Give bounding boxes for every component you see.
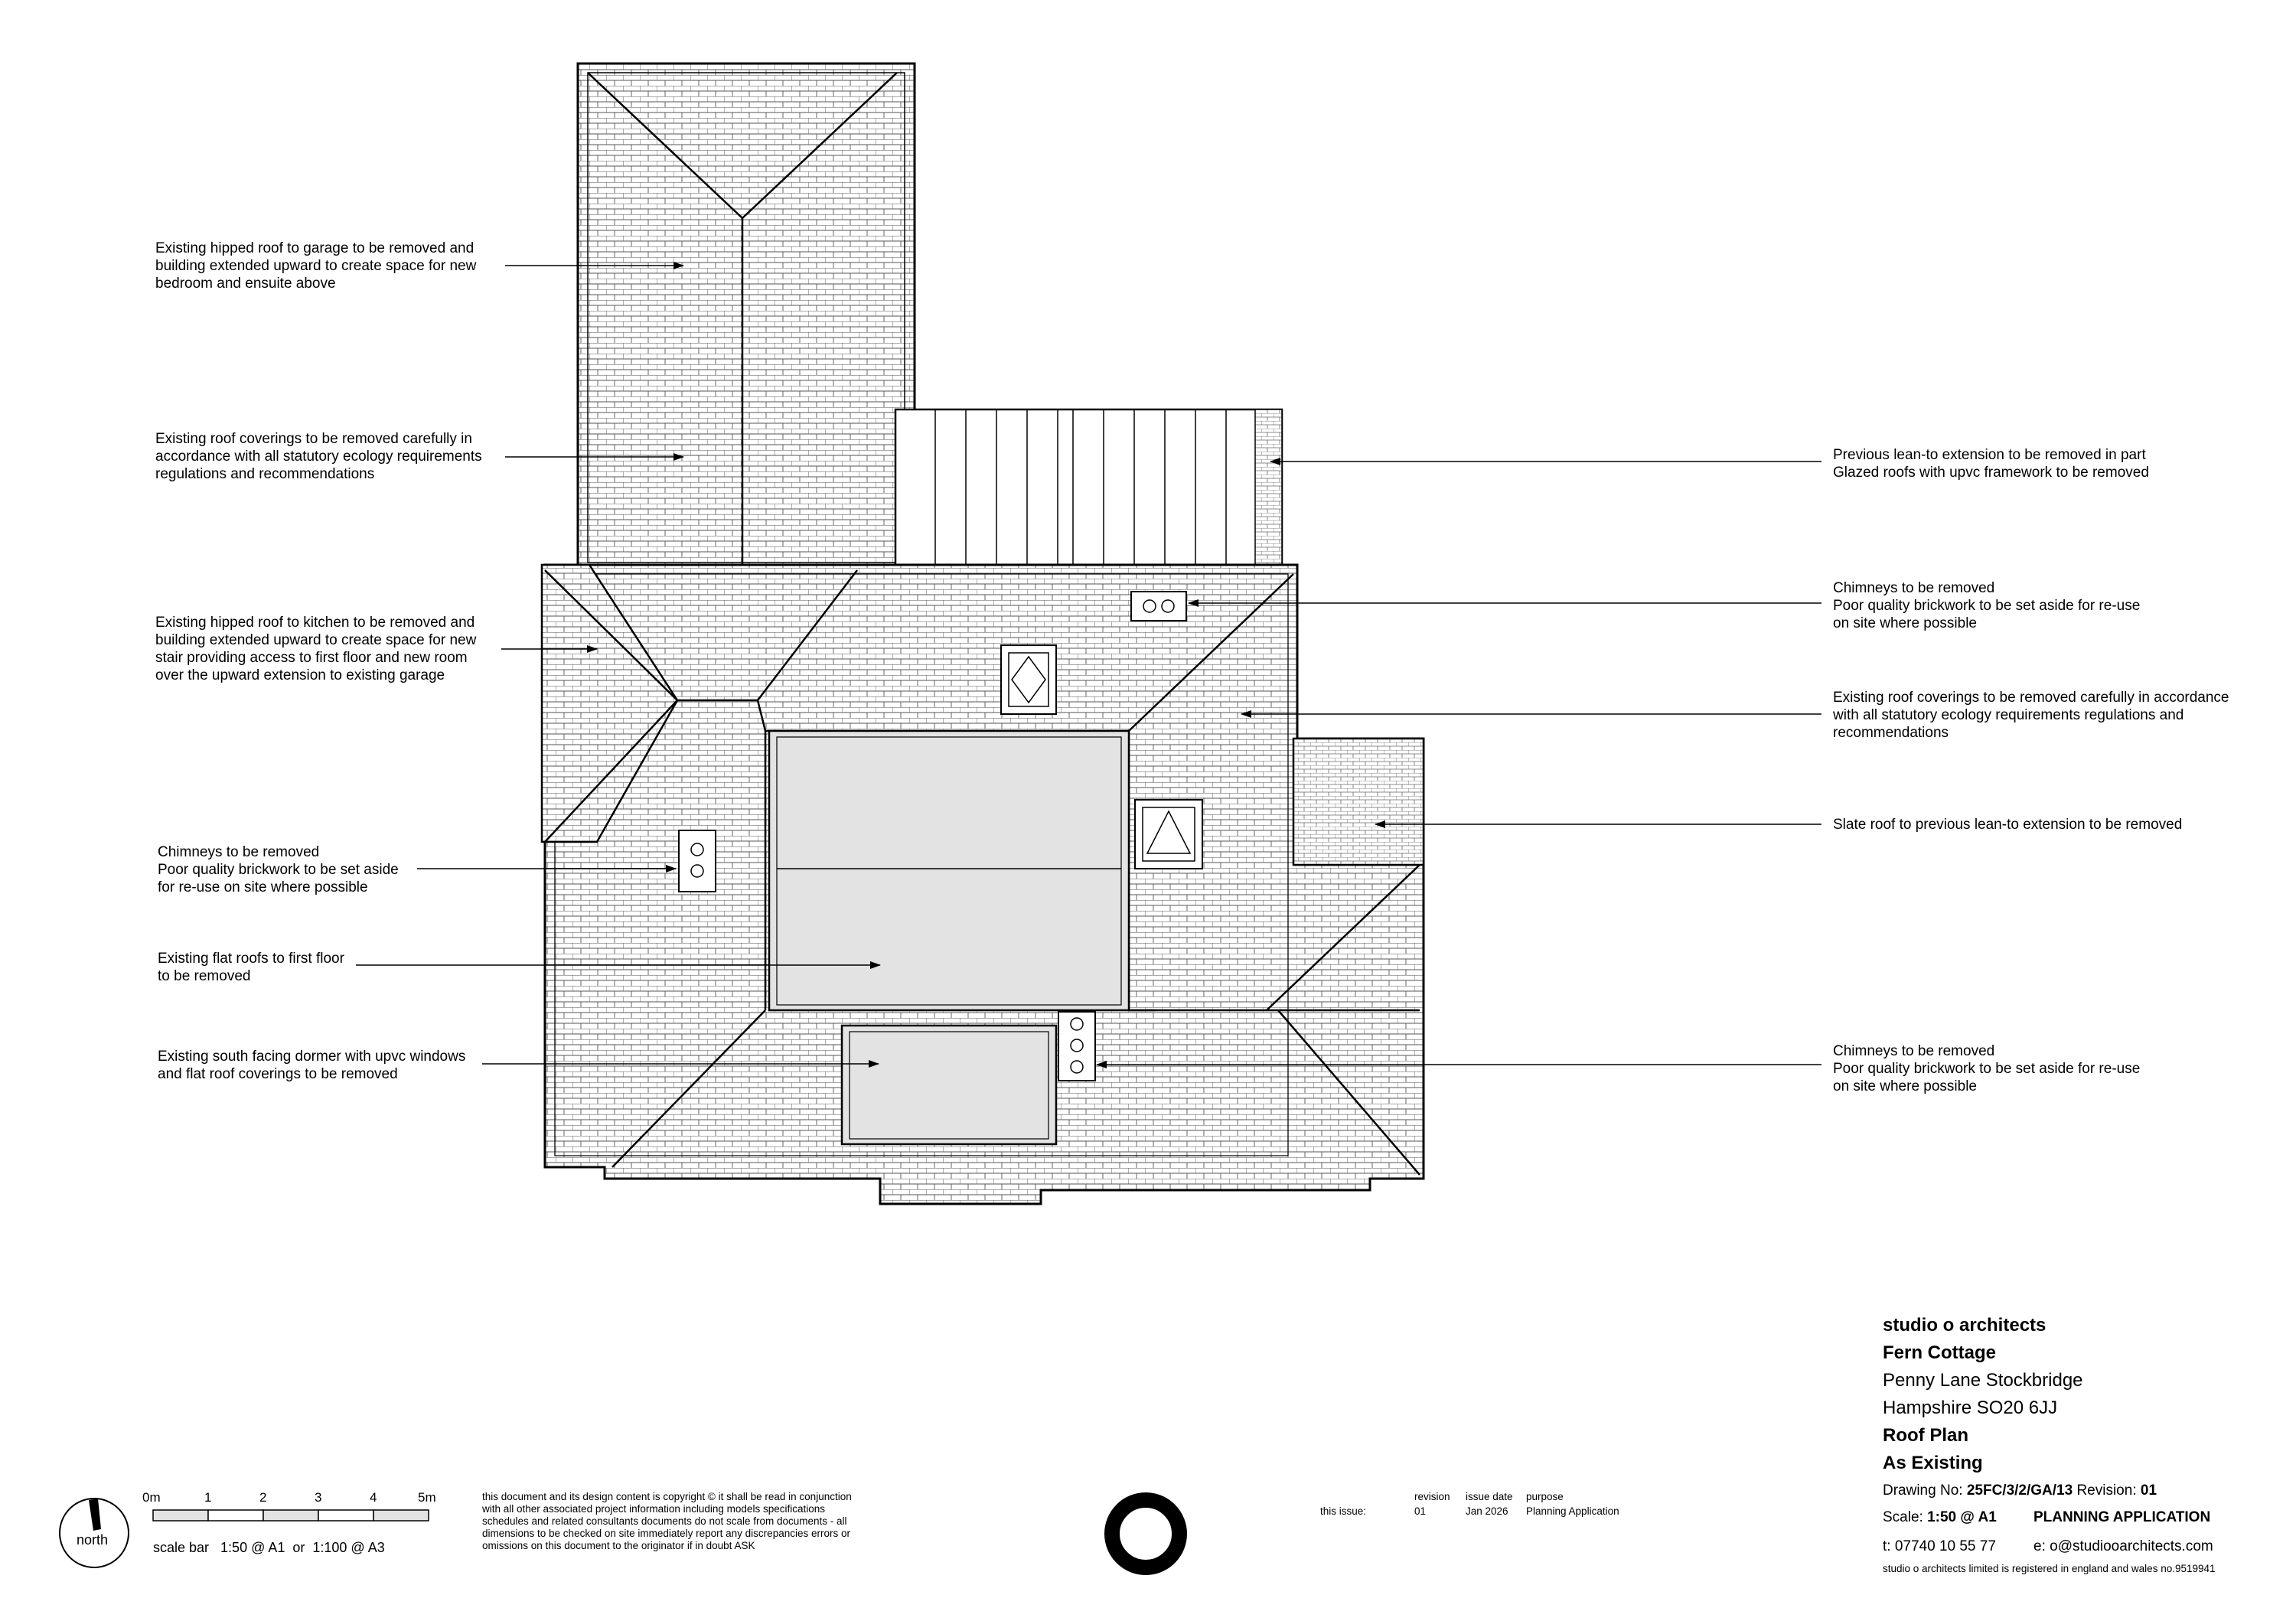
email: e: o@studiooarchitects.com bbox=[2033, 1538, 2213, 1554]
drawing-no-label: Drawing No: bbox=[1883, 1482, 1963, 1499]
studio-o-logo bbox=[1112, 1500, 1179, 1567]
copyright-notice: this document and its design content is copyright © it shall be read in conjunction with all other associated project information including models specifications schedules and related consultants documents do not scale from documents - all dimensions to be checked on site immediately report any discrepancies errors or omissions on this document to the originator if in doubt ASK bbox=[482, 1491, 852, 1551]
registration-text: studio o architects limited is registered in england and wales no.9519941 bbox=[1883, 1563, 2216, 1574]
scale-bar-label: scale bar 1:50 @ A1 or 1:100 @ A3 bbox=[153, 1540, 385, 1555]
header-revision: revision bbox=[1414, 1491, 1450, 1502]
note-chimney-south: Chimneys to be removed Poor quality brickwork to be set aside for re-use on site where possible bbox=[1833, 1043, 2141, 1094]
scale-tick: 0m bbox=[142, 1490, 161, 1505]
roof-window-north bbox=[1001, 645, 1056, 714]
header-purpose: purpose bbox=[1526, 1491, 1564, 1502]
chimney-west bbox=[679, 830, 716, 892]
note-glazed-lean-to: Previous lean-to extension to be removed in part Glazed roofs with upvc framework to be removed bbox=[1833, 447, 2149, 481]
scale-tick: 4 bbox=[370, 1490, 377, 1505]
row-purpose: Planning Application bbox=[1526, 1505, 1619, 1517]
glazed-lean-to-roof bbox=[895, 409, 1282, 572]
address-line-1: Penny Lane Stockbridge bbox=[1883, 1370, 2083, 1391]
note-chimney-west: Chimneys to be removed Poor quality brickwork to be set aside for re-use on site where possible bbox=[158, 844, 399, 895]
address-line-2: Hampshire SO20 6JJ bbox=[1883, 1398, 2058, 1418]
scale-tick: 1 bbox=[204, 1490, 212, 1505]
scale-tick: 3 bbox=[315, 1490, 322, 1505]
phone: t: 07740 10 55 77 bbox=[1883, 1538, 1996, 1554]
scale-bar bbox=[153, 1510, 429, 1521]
roof-window-east bbox=[1135, 800, 1202, 869]
north-label: north bbox=[77, 1532, 109, 1548]
status: PLANNING APPLICATION bbox=[2033, 1509, 2211, 1525]
note-kitchen-roof: Existing hipped roof to kitchen to be removed and building extended upward to create space for new stair providing access to first floor and new room over the upward extension to existing garage bbox=[155, 615, 477, 683]
chimney-south bbox=[1058, 1012, 1095, 1081]
note-slate-lean-to: Slate roof to previous lean-to extension to be removed bbox=[1833, 817, 2183, 833]
scale-tick: 2 bbox=[259, 1490, 267, 1505]
scale-line bbox=[1883, 1509, 1997, 1526]
revision-row-label: this issue: bbox=[1320, 1505, 1367, 1517]
revision-label: Revision: bbox=[2076, 1482, 2137, 1499]
note-garage-roof: Existing hipped roof to garage to be removed and building extended upward to create space for new bedroom and ensuite above bbox=[155, 240, 477, 292]
note-south-dormer: Existing south facing dormer with upvc windows and flat roof coverings to be removed bbox=[158, 1049, 466, 1082]
chimney-north bbox=[1131, 592, 1186, 621]
practice-name: studio o architects bbox=[1883, 1315, 2047, 1336]
note-chimney-north: Chimneys to be removed Poor quality brickwork to be set aside for re-use on site where possible bbox=[1833, 580, 2141, 631]
south-dormer bbox=[842, 1026, 1056, 1144]
note-roof-coverings-main: Existing roof coverings to be removed carefully in accordance with all statutory ecology requirements regulations and recommendations bbox=[1833, 690, 2229, 741]
drawing-title: Roof Plan bbox=[1883, 1425, 1968, 1446]
header-issue-date: issue date bbox=[1466, 1491, 1513, 1502]
drawing-subtitle: As Existing bbox=[1883, 1453, 1983, 1473]
drawing-no: 25FC/3/2/GA/13 bbox=[1966, 1482, 2073, 1499]
slate-lean-to-roof bbox=[1293, 739, 1424, 865]
revision-value: 01 bbox=[2140, 1482, 2157, 1499]
project-name: Fern Cottage bbox=[1883, 1342, 1997, 1363]
note-flat-roofs: Existing flat roofs to first floor to be removed bbox=[158, 951, 344, 984]
scale-label: Scale: bbox=[1883, 1509, 1923, 1525]
drawing-number-line bbox=[1883, 1482, 2157, 1499]
row-revision: 01 bbox=[1414, 1505, 1427, 1517]
flat-roofs bbox=[769, 731, 1129, 1010]
scale-value: 1:50 @ A1 bbox=[1927, 1509, 1997, 1525]
scale-tick: 5m bbox=[418, 1490, 436, 1505]
note-roof-coverings-garage: Existing roof coverings to be removed carefully in accordance with all statutory ecology requirements regulations and recommendations bbox=[155, 431, 482, 482]
row-issue-date: Jan 2026 bbox=[1466, 1505, 1508, 1517]
